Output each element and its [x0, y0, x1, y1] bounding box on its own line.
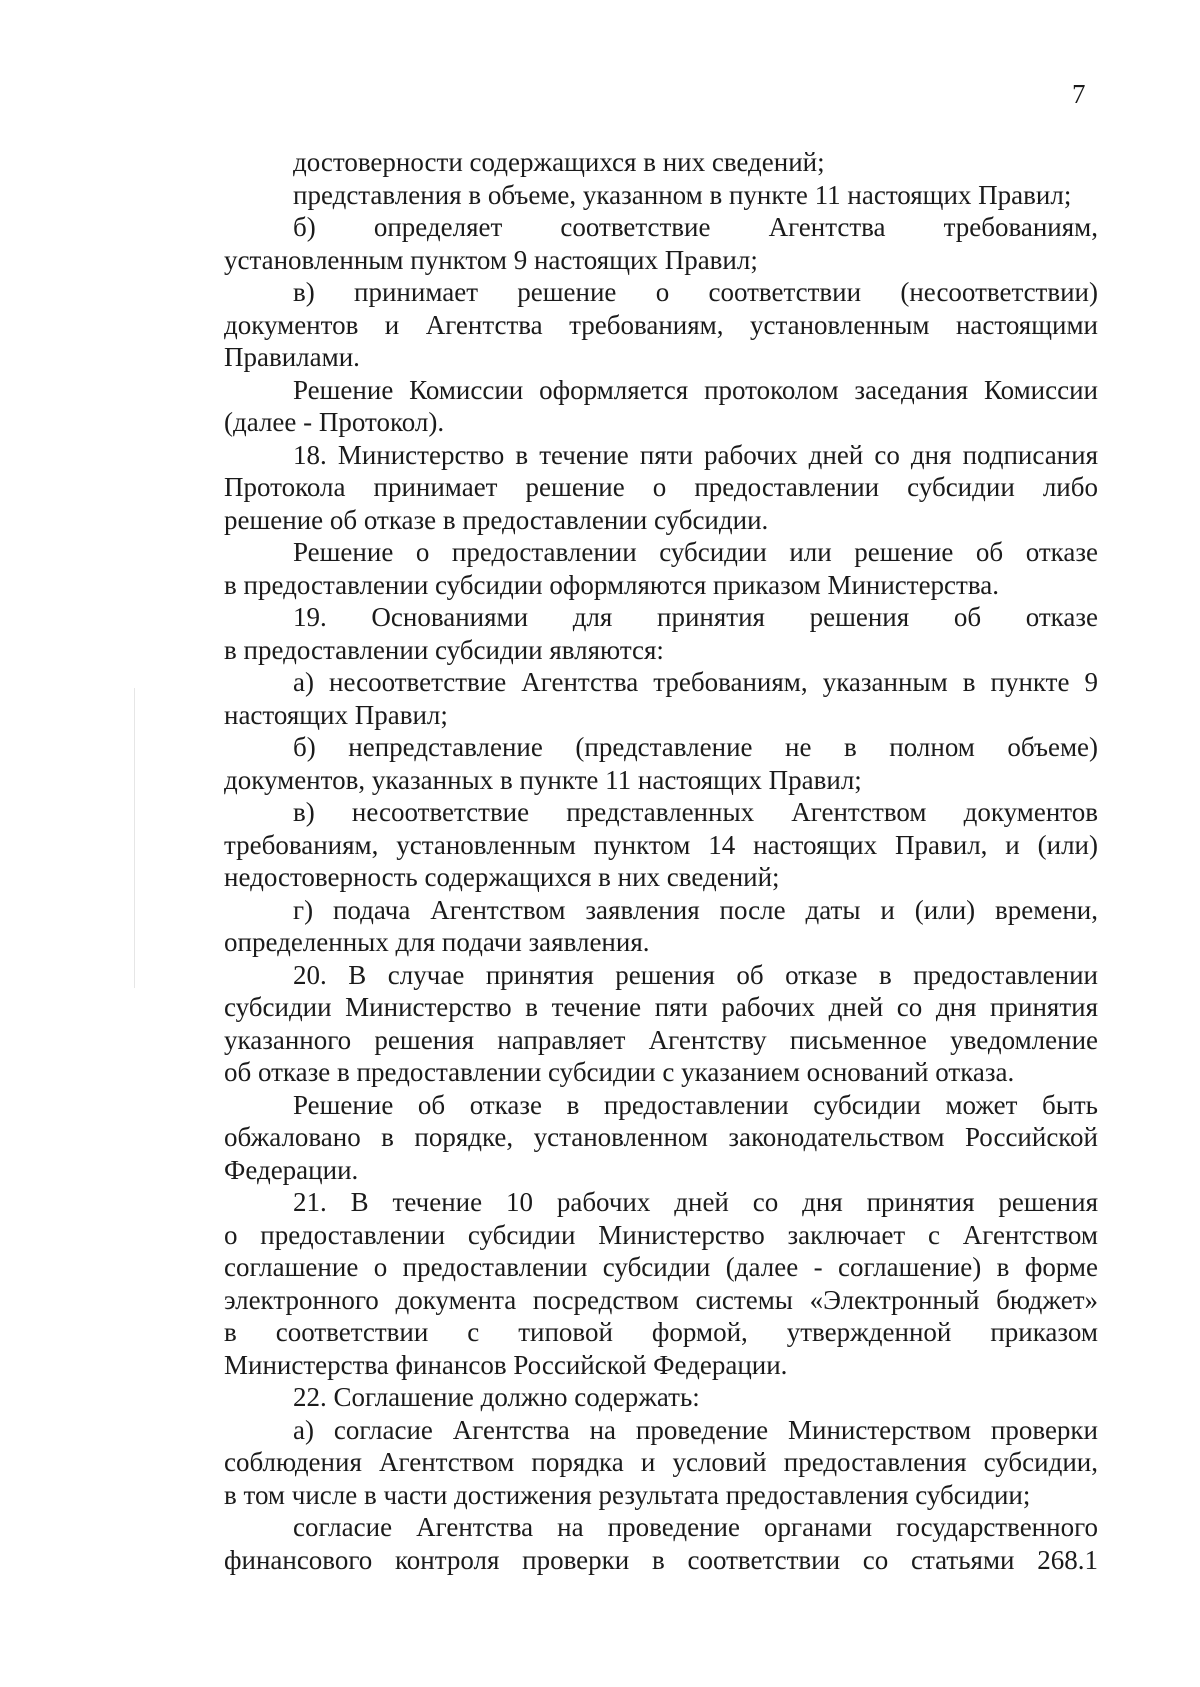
- text-line: Решение Комиссии оформляется протоколом заседания Комиссии: [293, 374, 1098, 405]
- text-line: (далее - Протокол).: [224, 407, 445, 437]
- document-body: [224, 146, 1098, 1576]
- text-line: требованиям, установленным пунктом 14 настоящих Правил, и (или): [224, 829, 1098, 860]
- text-line: достоверности содержащихся в них сведений;: [293, 147, 825, 177]
- text-line: в предоставлении субсидии оформляются приказом Министерства.: [224, 569, 999, 600]
- text-line: документов и Агентства требованиям, установленным настоящими: [224, 309, 1098, 340]
- text-line: Решение об отказе в предоставлении субсидии может быть: [293, 1089, 1098, 1120]
- text-line: финансового контроля проверки в соответствии со статьями 268.1: [224, 1544, 1098, 1575]
- text-line: обжаловано в порядке, установленном законодательством Российской: [224, 1122, 1098, 1152]
- text-line: Решение о предоставлении субсидии или решение об отказе: [293, 537, 1098, 567]
- text-line: электронного документа посредством системы «Электронный бюджет»: [224, 1284, 1098, 1315]
- text-line: б) определяет соответствие Агентства требованиям,: [293, 212, 1098, 242]
- scan-margin-line: [134, 688, 135, 988]
- text-line: б) непредставление (представление не в полном объеме): [293, 732, 1098, 762]
- text-line: 21. В течение 10 рабочих дней со дня принятия решения: [293, 1187, 1098, 1217]
- text-line: решение об отказе в предоставлении субсидии.: [224, 504, 769, 535]
- page-number: 7: [1072, 79, 1086, 109]
- text-line: 20. В случае принятия решения об отказе в предоставлении: [293, 959, 1098, 990]
- text-line: недостоверность содержащихся в них сведений;: [224, 862, 780, 892]
- text-line: об отказе в предоставлении субсидии с указанием оснований отказа.: [224, 1057, 1015, 1087]
- text-line: представления в объеме, указанном в пункте 11 настоящих Правил;: [293, 179, 1072, 210]
- text-line: в) несоответствие представленных Агентством документов: [293, 797, 1098, 827]
- text-line: субсидии Министерство в течение пяти рабочих дней со дня принятия: [224, 992, 1098, 1022]
- text-line: в) принимает решение о соответствии (несоответствии): [293, 277, 1098, 307]
- text-line: Протокола принимает решение о предоставлении субсидии либо: [224, 472, 1098, 502]
- text-line: документов, указанных в пункте 11 настоящих Правил;: [224, 764, 862, 795]
- text-line: в предоставлении субсидии являются:: [224, 634, 664, 665]
- text-line: 22. Соглашение должно содержать:: [293, 1382, 700, 1412]
- text-line: г) подача Агентством заявления после даты и (или) времени,: [293, 894, 1098, 925]
- text-line: 19. Основаниями для принятия решения об отказе: [293, 602, 1098, 632]
- text-line: соглашение о предоставлении субсидии (далее - соглашение) в форме: [224, 1252, 1098, 1282]
- text-line: Федерации.: [224, 1154, 359, 1185]
- text-line: а) несоответствие Агентства требованиям, указанным в пункте 9: [293, 667, 1098, 697]
- text-line: соблюдения Агентством порядка и условий предоставления субсидии,: [224, 1447, 1098, 1477]
- text-line: а) согласие Агентства на проведение Министерством проверки: [293, 1414, 1098, 1445]
- text-line: установленным пунктом 9 настоящих Правил;: [224, 244, 758, 275]
- text-line: в соответствии с типовой формой, утвержденной приказом: [224, 1317, 1098, 1347]
- text-line: определенных для подачи заявления.: [224, 927, 650, 957]
- text-line: указанного решения направляет Агентству письменное уведомление: [224, 1024, 1098, 1055]
- text-line: Министерства финансов Российской Федерации.: [224, 1349, 788, 1380]
- text-line: настоящих Правил;: [224, 699, 448, 730]
- text-line: о предоставлении субсидии Министерство заключает с Агентством: [224, 1219, 1098, 1250]
- text-line: 18. Министерство в течение пяти рабочих дней со дня подписания: [293, 439, 1098, 470]
- text-line: в том числе в части достижения результата предоставления субсидии;: [224, 1479, 1031, 1510]
- text-line: согласие Агентства на проведение органами государственного: [293, 1512, 1098, 1542]
- text-line: Правилами.: [224, 342, 360, 372]
